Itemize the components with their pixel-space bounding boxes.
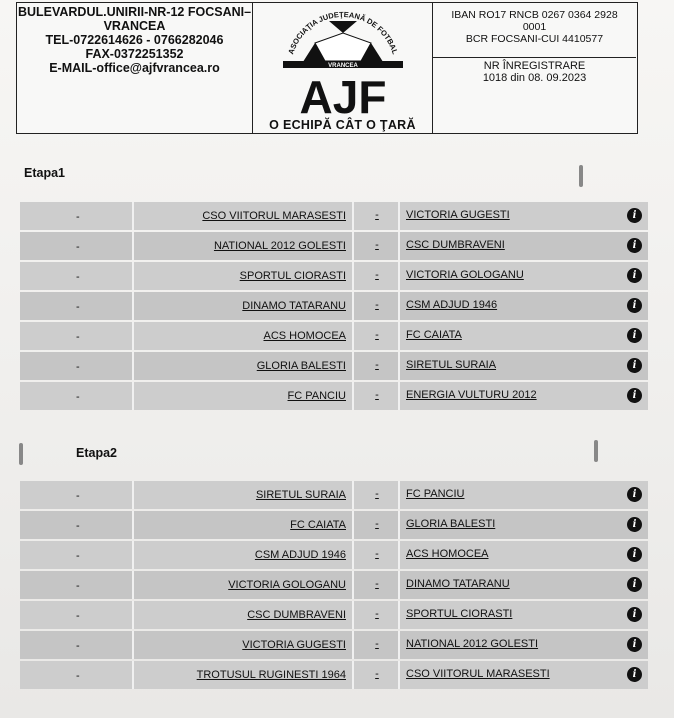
fixture-score: - xyxy=(76,361,80,373)
registration-title: NR ÎNREGISTRARE xyxy=(483,60,586,72)
motto: O ECHIPĂ CÂT O ŢARĂ xyxy=(269,118,416,132)
fixture-score-cell xyxy=(20,202,134,230)
home-team[interactable]: CSO VIITORUL MARASESTI xyxy=(136,202,354,230)
letterhead xyxy=(16,2,638,134)
fixture-separator: - xyxy=(356,541,400,569)
fixture-score-cell xyxy=(20,631,134,659)
away-team[interactable]: ENERGIA VULTURU 2012 xyxy=(406,389,537,401)
fixture-row xyxy=(20,631,648,659)
home-team[interactable]: TROTUSUL RUGINESTI 1964 xyxy=(136,661,354,689)
iban-line-2: 0001 xyxy=(522,21,547,33)
fixture-score: - xyxy=(76,391,80,403)
info-icon[interactable]: i xyxy=(627,547,642,562)
registration-number xyxy=(433,58,636,84)
fixture-score-cell xyxy=(20,262,134,290)
fixture-separator: - xyxy=(356,481,400,509)
home-team[interactable]: DINAMO TATARANU xyxy=(136,292,354,320)
fixture-score-cell xyxy=(20,511,134,539)
home-team[interactable]: ACS HOMOCEA xyxy=(136,322,354,350)
address-line-1: BULEVARDUL.UNIRII-NR-12 FOCSANI– xyxy=(17,5,252,19)
info-icon[interactable]: i xyxy=(627,328,642,343)
fixture-score-cell xyxy=(20,571,134,599)
fixture-score-cell xyxy=(20,322,134,350)
stage-1-scroll-handle[interactable] xyxy=(579,165,583,187)
info-icon[interactable]: i xyxy=(627,208,642,223)
fixture-separator: - xyxy=(356,631,400,659)
away-team[interactable]: GLORIA BALESTI xyxy=(406,518,496,530)
info-icon[interactable]: i xyxy=(627,517,642,532)
fixture-score-cell xyxy=(20,661,134,689)
registration-block xyxy=(433,3,636,133)
fixture-separator: - xyxy=(356,601,400,629)
fixture-row xyxy=(20,511,648,539)
home-team[interactable]: SPORTUL CIORASTI xyxy=(136,262,354,290)
fixture-separator: - xyxy=(356,661,400,689)
fixture-row xyxy=(20,352,648,380)
logo-block xyxy=(253,3,433,133)
away-team[interactable]: SPORTUL CIORASTI xyxy=(406,608,513,620)
address-line-2: VRANCEA xyxy=(103,19,166,33)
fixture-row xyxy=(20,232,648,260)
logo-letters: AJF xyxy=(299,71,387,123)
fixture-separator: - xyxy=(356,202,400,230)
fixture-score: - xyxy=(76,670,80,682)
fixture-score: - xyxy=(76,640,80,652)
fixture-row xyxy=(20,571,648,599)
home-team[interactable]: SIRETUL SURAIA xyxy=(136,481,354,509)
home-team[interactable]: NATIONAL 2012 GOLESTI xyxy=(136,232,354,260)
home-team[interactable]: CSC DUMBRAVENI xyxy=(136,601,354,629)
fixture-score: - xyxy=(76,520,80,532)
fixture-row xyxy=(20,322,648,350)
fixture-score: - xyxy=(76,580,80,592)
info-icon[interactable]: i xyxy=(627,637,642,652)
fixture-row xyxy=(20,601,648,629)
fixture-score-cell xyxy=(20,601,134,629)
info-icon[interactable]: i xyxy=(627,667,642,682)
info-icon[interactable]: i xyxy=(627,607,642,622)
fixture-row xyxy=(20,382,648,410)
phone-line: TEL-0722614626 - 0766282046 xyxy=(45,33,224,47)
away-team[interactable]: CSM ADJUD 1946 xyxy=(406,299,498,311)
away-team[interactable]: SIRETUL SURAIA xyxy=(406,359,497,371)
fixture-score: - xyxy=(76,331,80,343)
home-team[interactable]: VICTORIA GUGESTI xyxy=(136,631,354,659)
away-team[interactable]: NATIONAL 2012 GOLESTI xyxy=(406,638,539,650)
stage-1-fixtures xyxy=(20,202,648,412)
fixture-score: - xyxy=(76,241,80,253)
away-team[interactable]: FC CAIATA xyxy=(406,329,462,341)
fixture-separator: - xyxy=(356,571,400,599)
info-icon[interactable]: i xyxy=(627,388,642,403)
iban-block xyxy=(433,3,636,58)
stage-2-fixtures xyxy=(20,481,648,691)
fixture-score-cell xyxy=(20,292,134,320)
home-team[interactable]: VICTORIA GOLOGANU xyxy=(136,571,354,599)
registration-value: 1018 din 08. 09.2023 xyxy=(482,72,587,84)
contact-block xyxy=(17,3,253,133)
away-team[interactable]: CSO VIITORUL MARASESTI xyxy=(406,668,550,680)
fixture-score: - xyxy=(76,610,80,622)
fixture-score-cell xyxy=(20,352,134,380)
info-icon[interactable]: i xyxy=(627,298,642,313)
fixture-separator: - xyxy=(356,292,400,320)
info-icon[interactable]: i xyxy=(627,238,642,253)
iban-line-1: IBAN RO17 RNCB 0267 0364 2928 xyxy=(451,9,618,21)
fixture-separator: - xyxy=(356,511,400,539)
logo-region: VRANCEA xyxy=(328,63,358,69)
away-team[interactable]: CSC DUMBRAVENI xyxy=(406,239,505,251)
fixture-score: - xyxy=(76,211,80,223)
fixture-separator: - xyxy=(356,262,400,290)
iban-line-3: BCR FOCSANI-CUI 4410577 xyxy=(465,33,604,45)
home-team[interactable]: FC CAIATA xyxy=(136,511,354,539)
fixture-score-cell xyxy=(20,541,134,569)
home-team[interactable]: CSM ADJUD 1946 xyxy=(136,541,354,569)
fixture-score-cell xyxy=(20,232,134,260)
fixture-row xyxy=(20,292,648,320)
email-line: E-MAIL-office@ajfvrancea.ro xyxy=(49,61,220,75)
info-icon[interactable]: i xyxy=(627,487,642,502)
fixture-score: - xyxy=(76,550,80,562)
fixture-score: - xyxy=(76,271,80,283)
stage-2-title: Etapa2 xyxy=(76,446,117,460)
fixture-row xyxy=(20,661,648,689)
fixture-score-cell xyxy=(20,382,134,410)
away-team[interactable]: VICTORIA GUGESTI xyxy=(406,209,510,221)
logo-arc-text: ASOCIAŢIA JUDEŢEANĂ DE FOTBAL xyxy=(286,9,400,56)
home-team[interactable]: GLORIA BALESTI xyxy=(136,352,354,380)
stage-2-scroll-handle-right[interactable] xyxy=(594,440,598,462)
away-team[interactable]: VICTORIA GOLOGANU xyxy=(406,269,524,281)
fixture-row xyxy=(20,262,648,290)
away-team[interactable]: DINAMO TATARANU xyxy=(406,578,510,590)
fixture-score: - xyxy=(76,301,80,313)
home-team[interactable]: FC PANCIU xyxy=(136,382,354,410)
fixture-separator: - xyxy=(356,322,400,350)
stage-2-scroll-handle[interactable] xyxy=(19,443,23,465)
fixture-score: - xyxy=(76,490,80,502)
fixture-row xyxy=(20,481,648,509)
info-icon[interactable]: i xyxy=(627,577,642,592)
info-icon[interactable]: i xyxy=(627,268,642,283)
fixture-score-cell xyxy=(20,481,134,509)
fixture-separator: - xyxy=(356,382,400,410)
fixture-row xyxy=(20,541,648,569)
fax-line: FAX-0372251352 xyxy=(85,47,184,61)
ajf-logo xyxy=(253,3,433,133)
fixture-separator: - xyxy=(356,232,400,260)
fixture-separator: - xyxy=(356,352,400,380)
info-icon[interactable]: i xyxy=(627,358,642,373)
away-team[interactable]: FC PANCIU xyxy=(406,488,465,500)
away-team[interactable]: ACS HOMOCEA xyxy=(406,548,489,560)
fixture-row xyxy=(20,202,648,230)
stage-1-title: Etapa1 xyxy=(24,166,65,180)
